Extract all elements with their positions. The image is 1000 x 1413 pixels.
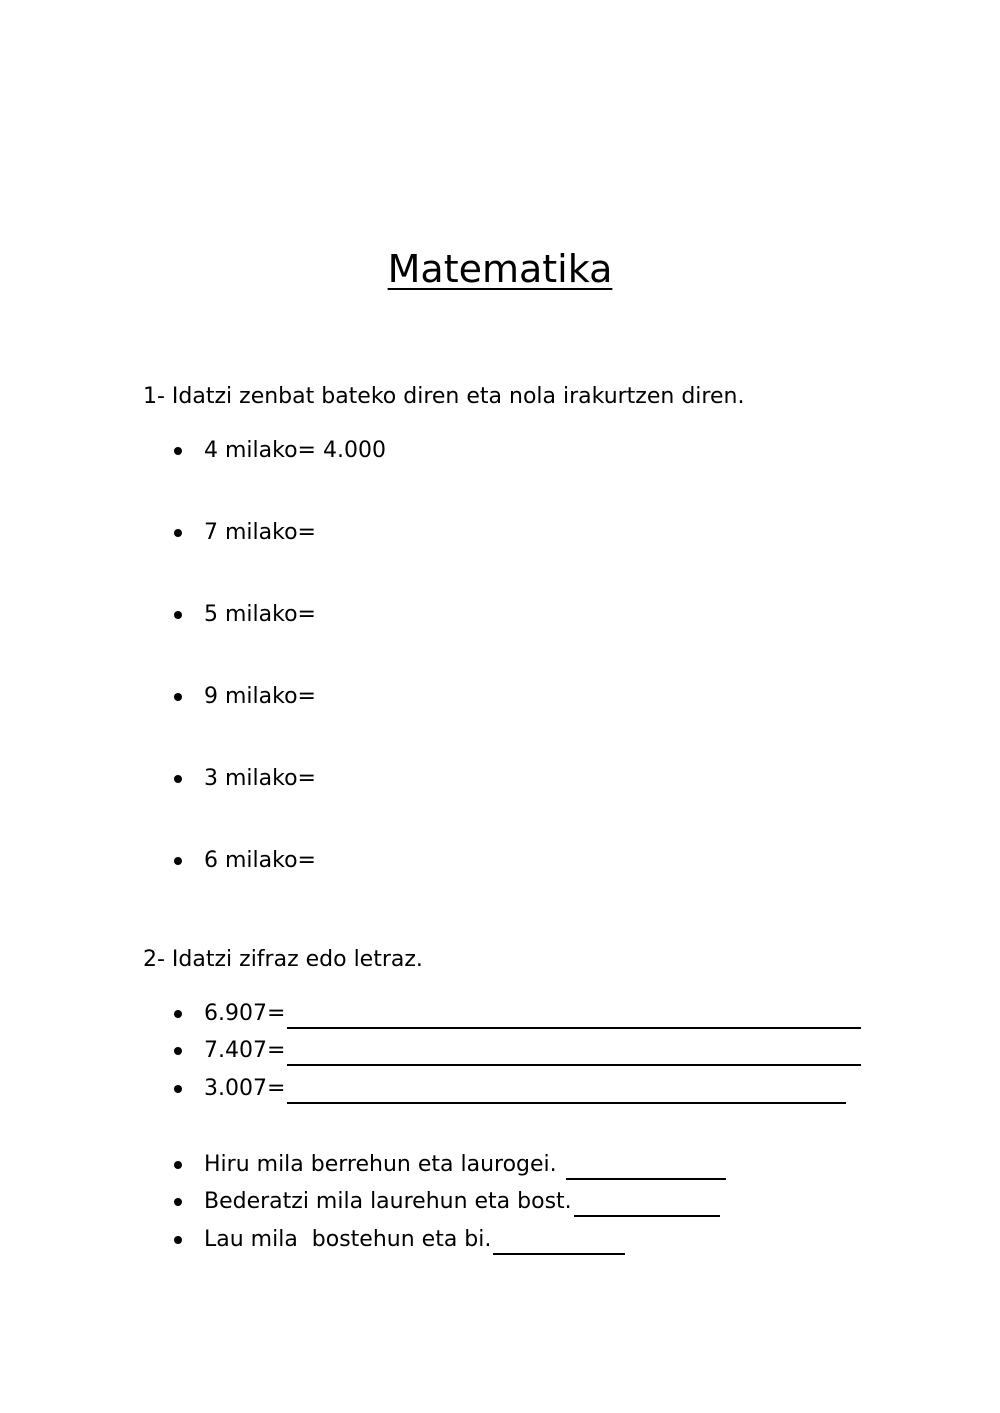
- list-item-text: 9 milako=: [204, 684, 316, 709]
- list-item-text: 5 milako=: [204, 602, 316, 627]
- list-item-text: 6 milako=: [204, 848, 316, 873]
- bullet-icon: [174, 611, 182, 619]
- number-label: 7.407=: [204, 1038, 286, 1063]
- number-label: 3.007=: [204, 1076, 286, 1101]
- phrase-label: Bederatzi mila laurehun eta bost.: [204, 1189, 572, 1214]
- answer-line[interactable]: [287, 1005, 861, 1029]
- answer-line[interactable]: [574, 1193, 720, 1217]
- question-2: 2- Idatzi zifraz edo letraz.: [143, 947, 423, 972]
- answer-line[interactable]: [287, 1042, 861, 1066]
- answer-line[interactable]: [493, 1231, 625, 1255]
- bullet-icon: [174, 1198, 182, 1206]
- page-title: Matematika: [387, 247, 613, 291]
- bullet-icon: [174, 1047, 182, 1055]
- bullet-icon: [174, 1236, 182, 1244]
- phrase-label: Hiru mila berrehun eta laurogei.: [204, 1152, 564, 1177]
- list-item-text: 3 milako=: [204, 766, 316, 791]
- bullet-icon: [174, 693, 182, 701]
- answer-line[interactable]: [566, 1156, 726, 1180]
- bullet-icon: [174, 1085, 182, 1093]
- phrase-label: Lau mila bostehun eta bi.: [204, 1227, 492, 1252]
- answer-line[interactable]: [287, 1080, 846, 1104]
- bullet-icon: [174, 529, 182, 537]
- bullet-icon: [174, 1010, 182, 1018]
- bullet-icon: [174, 857, 182, 865]
- number-label: 6.907=: [204, 1001, 286, 1026]
- bullet-icon: [174, 447, 182, 455]
- list-item-text: 4 milako= 4.000: [204, 438, 386, 463]
- list-item-text: 7 milako=: [204, 520, 316, 545]
- bullet-icon: [174, 1161, 182, 1169]
- question-1: 1- Idatzi zenbat bateko diren eta nola irakurtzen diren.: [143, 384, 745, 409]
- bullet-icon: [174, 775, 182, 783]
